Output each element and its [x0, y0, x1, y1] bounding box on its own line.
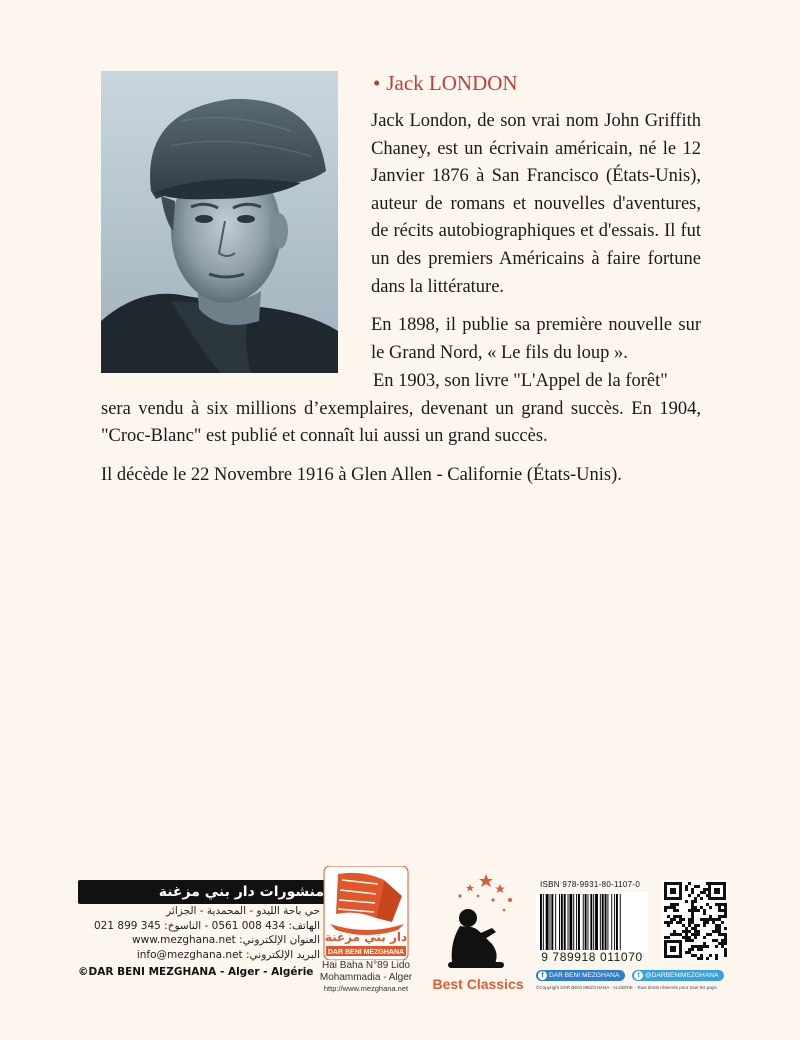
bio-paragraph-3	[101, 368, 701, 451]
isbn-section	[536, 880, 726, 990]
bio-paragraph-2: En 1898, il publie sa première nouvelle sur le Grand Nord, « Le fils du loup ».	[371, 315, 701, 363]
publisher-copyright: ©DAR BENI MEZGHANA - Alger - Algérie	[78, 966, 314, 978]
isbn-number: ISBN 978-9931-80-1107-0	[540, 880, 641, 889]
publisher-phone: الهاتف: 434 008 0561 - الناسوخ: 345 899 021	[94, 919, 320, 932]
publisher-website[interactable]: العنوان الإلكتروني: www.mezghana.net	[132, 934, 320, 946]
portrait-image	[101, 71, 338, 373]
best-classics-label: Best Classics	[432, 976, 524, 992]
dar-beni-mezghana-logo	[318, 866, 414, 1012]
back-cover-footer	[0, 860, 800, 1010]
logo-address-line-1: Hai Baha N°89 Lido	[322, 960, 410, 971]
publisher-address: حي باحة الليدو - المحمدية - الجزائر	[166, 905, 320, 917]
publisher-info	[78, 880, 336, 978]
twitter-link[interactable]	[632, 970, 724, 981]
twitter-icon: t	[634, 971, 643, 980]
barcode-icon	[536, 892, 648, 952]
logo-address	[318, 960, 414, 995]
logo-latin-name: DAR BENI MEZGHANA	[327, 949, 405, 956]
publisher-email[interactable]: البريد الإلكتروني: info@mezghana.net	[136, 948, 320, 961]
logo-address-url[interactable]: http://www.mezghana.net	[323, 984, 409, 993]
author-photo	[101, 71, 338, 373]
sailboat-logo-icon	[318, 866, 414, 960]
publisher-banner: منشورات دار بني مزغنة	[78, 880, 336, 904]
facebook-handle: DAR BENI MEZGHANA	[549, 972, 620, 979]
barcode-digits: 9 789918 011070	[541, 950, 643, 964]
logo-arabic-name: دار بني مزغنة	[324, 930, 408, 944]
social-links	[536, 970, 726, 982]
title-bullet: •	[373, 71, 381, 95]
reading-child-icon	[430, 870, 526, 974]
qr-code-icon	[662, 880, 728, 960]
bio-paragraph-1: Jack London, de son vrai nom John Griffith Chaney, est un écrivain américain, né le 12 Janvier 1876 à San Francisco (États-Unis), auteur de romans et nouvelles d'aventures, de récits autobiographiques et d'essais. Il fut un des premiers Américains à faire fortune dans la littérature.	[371, 111, 701, 297]
facebook-link[interactable]	[536, 970, 625, 981]
author-name: Jack LONDON	[386, 71, 518, 95]
bio-paragraph-4: Il décède le 22 Novembre 1916 à Glen Allen - Californie (États-Unis).	[101, 465, 622, 485]
facebook-icon: f	[538, 971, 547, 980]
bio-paragraph-3-rest: sera vendu à six millions d’exemplaires, devenant un grand succès. En 1904, "Croc-Blanc" est publié et connaît lui aussi un grand succès.	[101, 398, 701, 447]
logo-address-line-2: Mohammadia - Alger	[319, 971, 413, 983]
rights-notice: ©Copyright DAR BENI MEZGHANA - ALGERIE - Tous droits réservés pour tous les pays.	[536, 985, 718, 990]
best-classics-logo	[430, 870, 526, 996]
twitter-handle: @DARBENIMEZGHANA	[645, 972, 719, 979]
bio-paragraph-3-lead: En 1903, son livre "L'Appel de la forêt"	[373, 371, 668, 391]
author-name-heading	[373, 71, 518, 96]
